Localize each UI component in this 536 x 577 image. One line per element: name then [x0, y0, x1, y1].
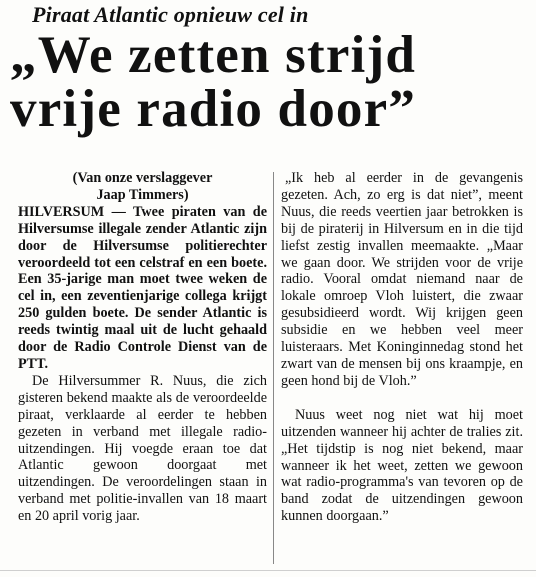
article-headline [10, 28, 530, 136]
column-divider [273, 172, 274, 564]
body-paragraph-right-1: „Ik heb al eerder in de gevangenis gezeten. Ach, zo erg is dat niet”, meent Nuus, die reeds veertien jaar betrokken is bij de piraterij in Hilversum en in die tijd liefst zestig invallen meemaakte. „Maar we gaan door. We strijden voor de vrije radio. Vooral omdat niemand naar de lokale omroep Vloh luistert, die zwaar gesubsidieerd wordt. Wij krijgen geen subsidie en we hebben veel meer luisteraars. Met Koninginnedag stond het zwart van de mensen bij ons kraampje, en geen hond bij de Vloh.” [281, 170, 523, 389]
bottom-edge-rule [0, 570, 536, 571]
dateline: HILVERSUM [18, 203, 105, 220]
article-column-right [281, 170, 523, 525]
lead-text: — Twee piraten van de Hilversumse illegale zender Atlantic zijn door de Hilversumse politierechter veroordeeld tot een celstraf en een boete. Een 35-jarige man moet twee weken de cel in, een zeventienjarige collega krijgt 250 gulden boete. De sender Atlantic is reeds twintig maal uit de lucht gehaald door de Radio Controle Dienst van de PTT. [18, 203, 267, 372]
byline [18, 170, 267, 204]
body-paragraph-right-2: Nuus weet nog niet wat hij moet uitzenden wanneer hij achter de tralies zit. „Het tijdstip is nog niet bekend, maar wanneer ik het weet, zetten we gewoon wat radio-programma's van tevoren op de band zodat de uitzendingen gewoon kunnen doorgaan.” [281, 406, 523, 525]
article-lead [18, 204, 267, 373]
byline-line-1: (Van onze verslaggever [72, 170, 213, 186]
headline-line-2: vrije radio door” [10, 80, 417, 138]
byline-author: Jaap Timmers) [96, 186, 189, 203]
headline-line-1: „We zetten strijd [10, 26, 416, 84]
article-column-left [18, 170, 267, 525]
article-kicker: Piraat Atlantic opnieuw cel in [32, 2, 309, 27]
body-paragraph-left-1: De Hilversummer R. Nuus, die zich gisteren bekend maakte als de veroordeelde piraat, verklaarde al eerder te hebben gezeten in verband met illegale radio-uitzendingen. Hij voegde eraan toe dat Atlantic gewoon doorgaat met uitzendingen. De veroordelingen staan in verband met politie-invallen van 18 maart en 20 april vorig jaar. [18, 372, 267, 525]
